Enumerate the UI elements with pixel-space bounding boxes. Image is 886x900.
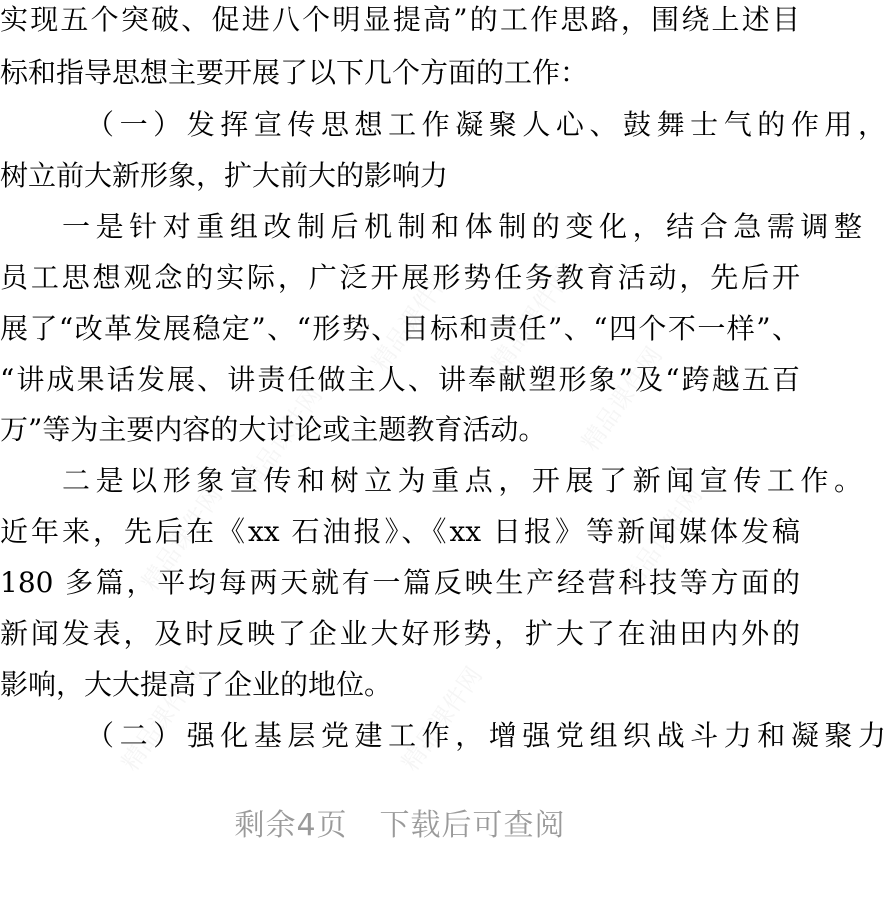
watermark: 精品课件网: [116, 661, 208, 777]
text-line: “讲成果话发展、讲责任做主人、讲奉献塑形象”及“跨越五百: [0, 363, 800, 396]
paragraph-start: 一是针对重组改制后机制和体制的变化，结合急需调整: [62, 210, 862, 243]
download-to-view-text: 下载后可查阅: [379, 808, 566, 843]
section-heading: （一）发挥宣传思想工作凝聚人心、鼓舞士气的作用，: [86, 108, 886, 141]
text-line: 标和指导思想主要开展了以下几个方面的工作：: [0, 56, 589, 89]
text-line: 近年来，先后在《xx 石油报》、《xx 日报》等新闻媒体发稿: [0, 515, 800, 548]
watermark: 精品课件网: [136, 481, 228, 597]
remaining-pages-text: 剩余4页: [234, 808, 348, 843]
text-line: 实现五个突破、促进八个明显提高”的工作思路，围绕上述目: [0, 3, 800, 36]
text-line: 员工思想观念的实际，广泛开展形势任务教育活动，先后开: [0, 261, 800, 294]
watermark: 精品课件网: [236, 381, 328, 497]
watermark: 精品课件网: [366, 261, 458, 377]
watermark: 精品课件网: [486, 261, 578, 377]
watermark: 精品课件网: [616, 481, 708, 597]
paragraph-start: 二是以形象宣传和树立为重点，开展了新闻宣传工作。: [62, 464, 862, 497]
watermark: 精品课件网: [396, 661, 488, 777]
text-line: 新闻发表，及时反映了企业大好形势，扩大了在油田内外的: [0, 617, 800, 650]
section-heading-continuation: 树立前大新形象，扩大前大的影响力: [0, 159, 449, 192]
text-line: 展了“改革发展稳定”、“形势、目标和责任”、“四个不一样”、: [0, 312, 800, 345]
download-prompt[interactable]: [0, 800, 800, 844]
text-line: 万”等为主要内容的大讨论或主题教育活动。: [0, 413, 547, 446]
text-line: 影响，大大提高了企业的地位。: [0, 668, 393, 701]
watermark: 精品课件网: [576, 341, 668, 457]
text-line: 180 多篇，平均每两天就有一篇反映生产经营科技等方面的: [0, 566, 800, 599]
section-heading: （二）强化基层党建工作，增强党组织战斗力和凝聚力: [86, 719, 886, 752]
